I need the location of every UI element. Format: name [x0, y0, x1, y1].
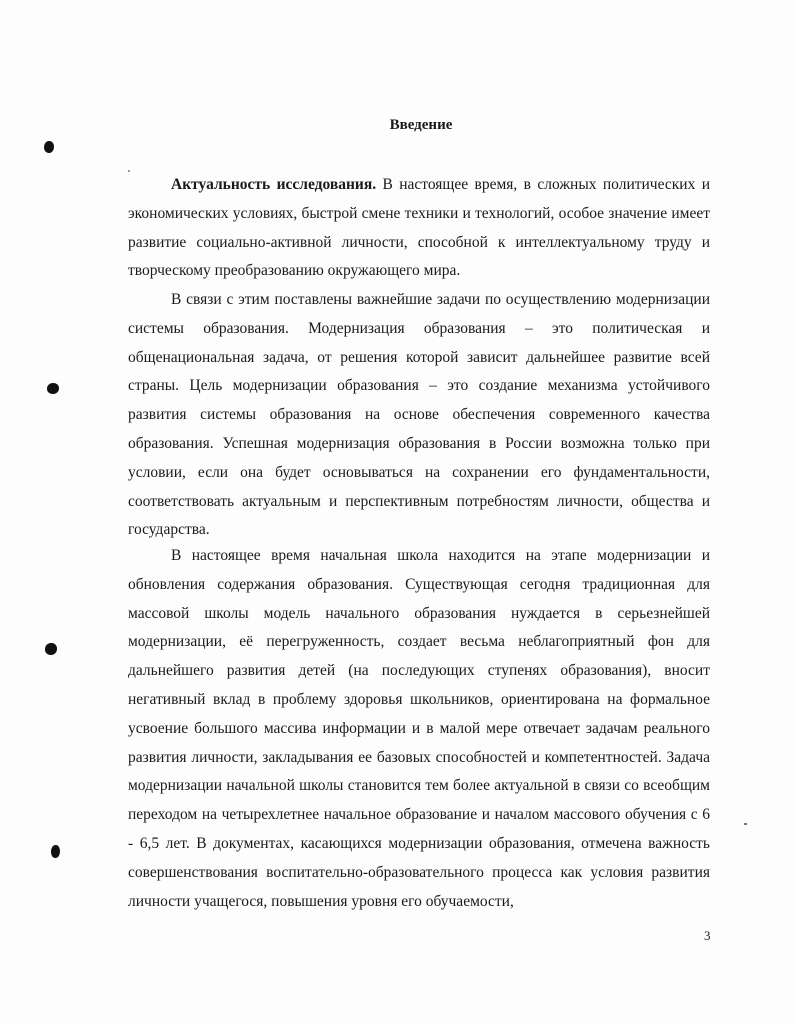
paragraph-text: В настоящее время, в сложных политических и экономических условиях, быстрой смене техники и технологий, особое значение имеет развитие социально-активной личности, способной к интеллектуальному труду и творческому преобразованию окружающего мира.	[128, 176, 710, 280]
scan-speck	[744, 823, 747, 825]
binder-hole-mark	[44, 141, 54, 153]
binder-hole-mark	[47, 383, 59, 394]
paragraph-modernization	[128, 286, 710, 545]
paragraph-text: В связи с этим поставлены важнейшие задачи по осуществлению модернизации системы образования. Модернизация образования – это политическая и общенациональная задача, от решения которой зависит дальнейшее развитие всей страны. Цель модернизации образования – это создание механизма устойчивого развития системы образования на основе обеспечения современного качества образования. Успешная модернизация образования в России возможна только при условии, если она будет основываться на сохранении его фундаментальности, соответствовать актуальным и перспективным потребностям личности, общества и государства.	[128, 291, 710, 539]
paragraph-lead: Актуальность исследования.	[171, 176, 377, 193]
page-number: 3	[704, 928, 711, 943]
binder-hole-mark	[45, 643, 57, 655]
paragraph-text: В настоящее время начальная школа находится на этапе модернизации и обновления содержания образования. Существующая сегодня традиционная для массовой школы модель начального образования нуждается в серьезнейшей модернизации, её перегруженность, создает весьма неблагоприятный фон для дальнейшего развития детей (на последующих ступенях образования), вносит негативный вклад в проблему здоровья школьников, ориентирована на формальное усвоение большого массива информации и в малой мере отвечает задачам реального развития личности, закладывания ее базовых способностей и компетентностей. Задача модернизации начальной школы становится тем более актуальной в связи со всеобщим переходом на четырехлетнее начальное образование и началом массового обучения с 6 - 6,5 лет. В документах, касающихся модернизации образования, отмечена важность совершенствования воспитательно-образовательного процесса как условия развития личности учащегося, повышения уровня его обучаемости,	[128, 547, 710, 910]
binder-hole-mark	[51, 845, 60, 858]
section-heading: Введение	[389, 117, 453, 133]
paragraph-primary-school	[128, 542, 710, 916]
paragraph-relevance	[128, 171, 710, 286]
